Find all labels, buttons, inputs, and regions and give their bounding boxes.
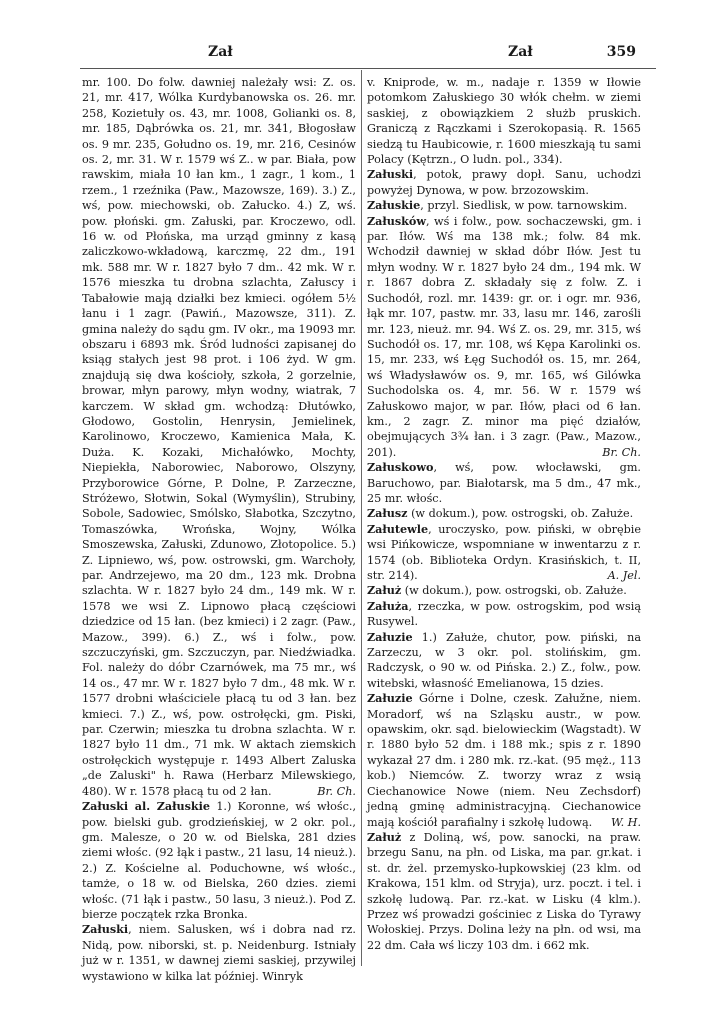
entry-headword: Załuski [82, 922, 129, 937]
entry [367, 167, 641, 198]
entry-text: , rzeczka, w pow. ostrogskim, pod wsią Rusywel. [367, 599, 641, 629]
entry [367, 691, 641, 830]
entry [82, 799, 356, 922]
entry [367, 506, 641, 521]
entry-text: mr. 100. Do folw. dawniej należały wsi: Z. os. 21, mr. 417, Wólka Kurdybanowska os. 26. mr. 258, Kozietuły os. 43, mr. 1008, Golianki os. 8, mr. 185, Dąbrówka os. 21, mr. 341, Błogosław os. 9 mr. 235, Gołudno os. 19, mr. 216, Cesinów os. 2, mr. 31. W r. 1579 wś Z.. w par. Biała, pow rawskim, miała 10 łan km., 1 zagr., 1 kom., 1 rzem., 1 rzeźnika (Paw., Mazowsze, 169). 3.) Z., wś, pow. miechowski, ob. Załucko. 4.) Z, wś. pow. płoński. gm. Załuski, par. Kroczewo, odl. 16 w. od Płońska, ma urząd gminny z kasą zaliczkowo-wkładową, karczmę, 22 dm., 191 mk. 588 mr. W r. 1827 było 7 dm.. 42 mk. W r. 1576 mieszka tu drobna szlachta, Załuscy i Tabałowie mają działki bez kmieci. ogółem 5½ łanu i 1 zagr. (Pawiń., Mazowsze, 311). Z. gmina należy do sądu gm. IV okr., ma 19093 mr. obszaru i 6893 mk. Śród ludności zapisanej do ksiąg stałych jest 98 prot. i 106 żyd. W gm. znajdują się dwa kościoły, szkoła, 2 gorzelnie, browar, młyn parowy, młyn wodny, wiatrak, 7 karczem. W skład gm. wchodzą: Dłutówko, Głodowo, Gostolin, Henrysin, Jemielinek, Karolinowo, Kroczewo, Kamienica Mała, K. Duża. K. Kozaki, Michałówko, Mochty, Niepiekła, Naborowiec, Naborowo, Olszyny, Przyborowice Górne, P. Dolne, P. Zarzeczne, Stróżewo, Słotwin, Sokal (Wymyślin), Strubiny, Sobole, Sadowiec, Smólsko, Słabotka, Szczytno, Tomaszówka, Wrońska, Wojny, Wólka Smoszewska, Załuski, Zdunowo, Złotopolice. 5.) Z. Lipniewo, wś, pow. ostrowski, gm. Warchoły, par. Andrzejewo, ma 20 dm., 123 mk. Drobna szlachta. W r. 1827 było 24 dm., 149 mk. W r. 1578 we wsi Z. Lipnowo płacą częściowi dziedzice od 15 łan. (bez kmieci) i 2 zagr. (Paw., Mazow., 399). 6.) Z., wś i folw., pow. szczuczyński, gm. Szczuczyn, par. Niedźwiadka. Fol. należy do dóbr Czarnówek, ma 75 mr., wś 14 os., 47 mr. W r. 1827 było 7 dm., 48 mk. W r. 1577 drobni właściciele płacą tu od 3 łan. bez kmieci. 7.) Z., wś, pow. ostrołęcki, gm. Piski, par. Czerwin; mieszka tu drobna szlachta. W r. 1827 było 11 dm., 71 mk. W aktach ziemskich ostrołęckich występuje r. 1493 Albert Zaluska „de Zaluski" h. Rawa (Herbarz Milewskiego, 480). W r. 1578 płacą tu od 2 łan. [82, 76, 356, 798]
left-column [82, 75, 356, 984]
entry-text: z Doliną, wś, pow. sanocki, na praw. brzegu Sanu, na płn. od Liska, ma par. gr.kat. i st. dr. żel. przemysko-łupkowskiej (23 klm. od Krakowa, 151 klm. od Stryja), urz. poczt. i tel. i szkołę ludową. Par. rz.-kat. w Lisku (4 klm.). Przez wś prowadzi gościniec z Liska do Tyrawy Wołoskiej. Przys. Dolina leży na płn. od wsi, ma 22 dm. Cała wś liczy 103 dm. i 662 mk. [367, 830, 641, 952]
entry-headword: Załuża [367, 598, 409, 613]
entry-headword: Załuzie [367, 691, 413, 706]
entry-text: , wś i folw., pow. sochaczewski, gm. i par. Iłów. Wś ma 138 mk.; folw. 84 mk. Wchodził dawniej w skład dóbr Iłów. Jest tu młyn wodny. W r. 1827 było 24 dm., 194 mk. W r. 1867 dobra Z. składały się z folw. Z. i Suchodół, rozl. mr. 1439: gr. or. i ogr. mr. 936, łąk mr. 107, pastw. mr. 33, lasu mr. 146, zarośli mr. 123, nieuż. mr. 94. Wś Z. os. 29, mr. 315, wś Suchodół os. 17, mr. 108, wś Kępa Karolinki os. 15, mr. 233, wś Łęg Suchodół os. 15, mr. 264, wś Władysławów os. 9, mr. 165, wś Gilówka Suchodolska os. 4, mr. 56. W r. 1579 wś Załuskowo major, w par. Iłów, płaci od 6 łan. km., 2 zagr. Z. minor ma pięć działów, obejmujących 3¾ łan. i 3 zagr. (Paw., Mazow., 201). [367, 214, 641, 459]
entry [367, 630, 641, 692]
entry [82, 922, 356, 984]
entry-text: Górne i Dolne, czesk. Załužne, niem. Moradorf, wś na Szląsku austr., w pow. opawskim, okr. sąd. bielowieckim (Wagstadt). W r. 1880 było 52 dm. i 188 mk.; spis z r. 1890 wykazał 27 dm. i 280 mk. rz.-kat. (95 męż., 113 kob.) Niemców. Z. tworzy wraz z wsią Ciechanowice Nowe (niem. Neu Zechsdorf) jedną gminę administracyjną. Ciechanowice mają kościół parafialny i szkołę ludową. [367, 692, 641, 829]
entry-text: 1.) Koronne, wś włośc., pow. bielski gub. grodzieńskiej, w 2 okr. pol., gm. Malesze, o 20 w. od Bielska, 281 dzies ziemi włośc. (92 łąk i pastw., 21 lasu, 14 nieuż.). 2.) Z. Kościelne al. Poduchowne, wś włośc., tamże, o 18 w. od Bielska, 260 dzies. ziemi włośc. (71 łąk i pastw., 50 lasu, 3 nieuż.). Pod Z. bierze początek rzka Bronka. [82, 800, 357, 921]
entry [367, 830, 641, 953]
entry-text: , wś, pow. włocławski, gm. Baruchowo, par. Białotarsk, ma 5 dm., 47 mk., 25 mr. włośc. [367, 461, 641, 505]
entry-author: A. Jel. [607, 569, 641, 582]
entry-headword: Załusków [367, 213, 426, 228]
entry-headword: Załusz [367, 506, 408, 521]
entry [367, 198, 641, 213]
entry [367, 460, 641, 506]
entry [367, 522, 641, 584]
entry-author: Br. Ch. [602, 445, 641, 459]
running-head-right: Zał [508, 44, 533, 60]
entry [367, 75, 641, 167]
entry-headword: Załuskowo [367, 460, 434, 475]
running-head-left: Zał [208, 44, 233, 60]
entry-headword: Załuż [367, 829, 402, 844]
column-divider [361, 70, 362, 966]
entry-text: , przyl. Siedlisk, w pow. tarnowskim. [420, 199, 628, 213]
entry [367, 583, 641, 598]
entry [367, 599, 641, 630]
entry [367, 214, 641, 461]
entry-text: (w dokum.), pow. ostrogski, ob. Załuże. [407, 507, 634, 521]
entry-text: , uroczysko, pow. piński, w obrębie wsi Pińkowicze, wspomniane w inwentarzu z r. 1574 (ob. Biblioteka Ordyn. Krasińskich, t. II, str. 214). [367, 522, 641, 582]
page-number: 359 [606, 44, 636, 60]
entry-text: , potok, prawy dopł. Sanu, uchodzi powyżej Dynowa, w pow. brzozowskim. [367, 168, 641, 197]
entry-text: 1.) Załuże, chutor, pow. piński, na Zarzeczu, w 3 okr. pol. stolińskim, gm. Radczysk, o 90 w. od Pińska. 2.) Z., folw., pow. witebski, własność Emelianowa, 15 dzies. [367, 630, 641, 690]
entry-headword: Załuzie [367, 629, 413, 644]
entry-headword: Załuski al. Załuskie [82, 799, 211, 814]
entry-text: v. Kniprode, w. m., nadaje r. 1359 w Iłowie potomkom Załuskiego 30 włók chełm. w ziemi saskiej, z obowiązkiem 2 służb pruskich. Graniczą z Rączkami i Szerokopasią. R. 1565 siedzą tu Haubicowie, r. 1600 mieszkają tu sami Polacy (Kętrzn., O ludn. pol., 334). [367, 76, 641, 167]
entry-text: , niem. Salusken, wś i dobra nad rz. Nidą, pow. niborski, st. p. Neidenburg. Istniały już w r. 1351, w dawnej ziemi saskiej, przywilej wystawiono w kilka lat później. Winryk [82, 923, 356, 983]
entry-author: W. H. [611, 815, 641, 829]
entry-author: Br. Ch. [317, 784, 356, 798]
entry-headword: Załutewle [367, 521, 429, 536]
entry-headword: Załuskie [367, 198, 421, 213]
header-rule [80, 68, 656, 69]
entry-headword: Załuski [367, 167, 414, 182]
entry [82, 75, 356, 799]
entry-text: (w dokum.), pow. ostrogski, ob. Załuże. [401, 584, 627, 598]
entry-headword: Załuż [367, 583, 402, 598]
right-column [367, 75, 641, 953]
